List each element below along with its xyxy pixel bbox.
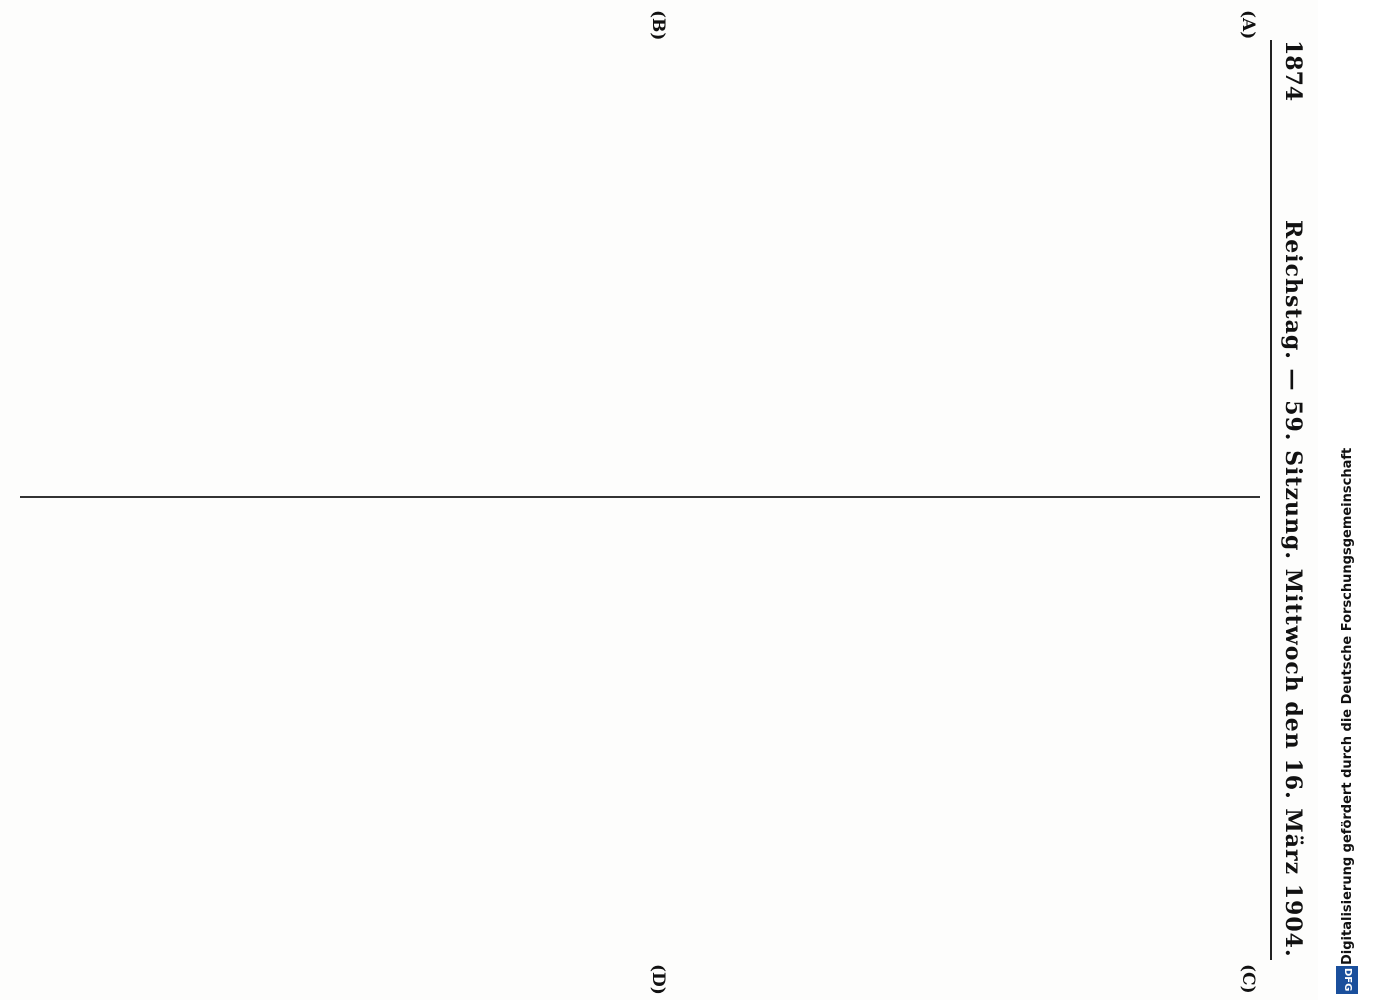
running-head: Reichstag. — 59. Sitzung. Mittwoch den 16. März 1904. bbox=[1280, 220, 1306, 958]
margin-letter-a: (A) bbox=[1238, 10, 1258, 40]
column-divider bbox=[20, 496, 1260, 498]
column-right bbox=[20, 520, 1260, 950]
page-header bbox=[1270, 40, 1312, 960]
margin-letter-d: (D) bbox=[648, 964, 668, 995]
margin-letter-c: (C) bbox=[1238, 964, 1258, 994]
dfg-logo: DFG bbox=[1336, 966, 1358, 994]
digitization-credit: Digitalisierung gefördert durch die Deutsche Forschungsgemeinschaft bbox=[1340, 447, 1355, 965]
margin-letter-b: (B) bbox=[648, 10, 668, 41]
page-number: 1874 bbox=[1280, 40, 1306, 102]
column-left bbox=[20, 50, 1260, 480]
